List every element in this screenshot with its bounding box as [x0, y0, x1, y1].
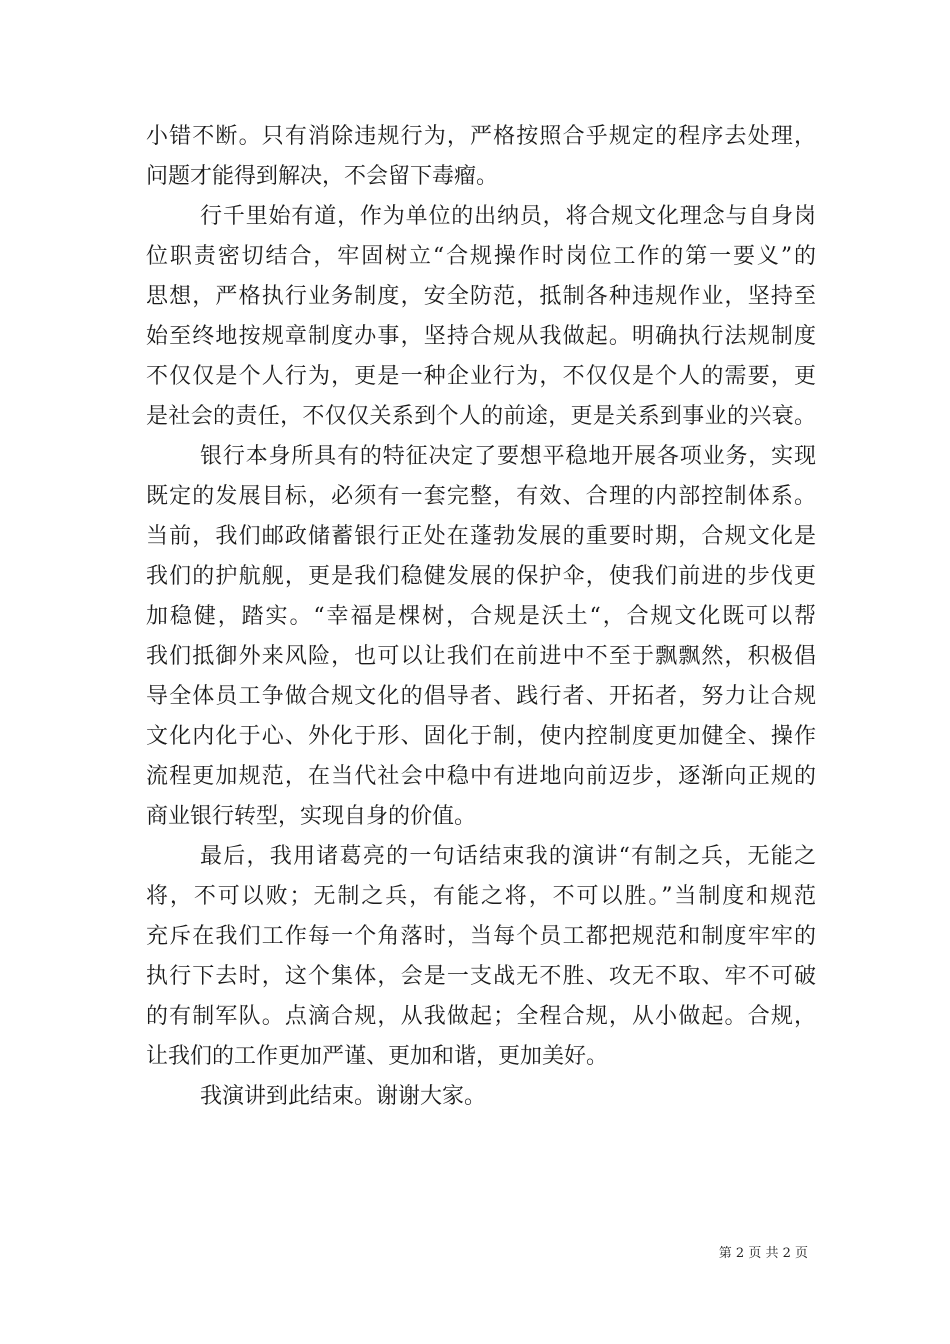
text-line: 文化内化于心、外化于形、固化于制，使内控制度更加健全、操作	[146, 724, 816, 749]
text-line: 我们的护航舰，更是我们稳健发展的保护伞，使我们前进的步伐更	[146, 564, 816, 589]
text-line: 我们抵御外来风险，也可以让我们在前进中不至于飘飘然，积极倡	[146, 644, 816, 669]
text-line: 银行本身所具有的特征决定了要想平稳地开展各项业务，实现	[200, 444, 816, 469]
text-line: 既定的发展目标，必须有一套完整，有效、合理的内部控制体系。	[146, 484, 816, 509]
text-line: 小错不断。只有消除违规行为，严格按照合乎规定的程序去处理，	[146, 124, 816, 149]
text-line: 充斥在我们工作每一个角落时，当每个员工都把规范和制度牢牢的	[146, 924, 816, 949]
text-line: 流程更加规范，在当代社会中稳中有进地向前迈步，逐渐向正规的	[146, 764, 816, 789]
text-line: 执行下去时，这个集体，会是一支战无不胜、攻无不取、牢不可破	[146, 964, 816, 989]
text-line: 将，不可以败；无制之兵，有能之将，不可以胜。”当制度和规范	[146, 884, 816, 909]
text-line: 思想，严格执行业务制度，安全防范，抵制各种违规作业，坚持至	[146, 284, 816, 309]
text-line: 加稳健，踏实。“幸福是棵树，合规是沃土“，合规文化既可以帮	[146, 604, 816, 629]
text-line: 问题才能得到解决，不会留下毒瘤。	[146, 164, 499, 189]
page-number-footer: 第 2 页 共 2 页	[718, 1246, 808, 1261]
text-line: 我演讲到此结束。谢谢大家。	[200, 1084, 487, 1109]
text-line: 当前，我们邮政储蓄银行正处在蓬勃发展的重要时期，合规文化是	[146, 524, 816, 549]
text-line: 导全体员工争做合规文化的倡导者、践行者、开拓者，努力让合规	[146, 684, 816, 709]
text-line: 是社会的责任，不仅仅关系到个人的前途，更是关系到事业的兴衰。	[146, 404, 816, 429]
text-line: 不仅仅是个人行为，更是一种企业行为，不仅仅是个人的需要，更	[146, 364, 816, 389]
text-line: 最后，我用诸葛亮的一句话结束我的演讲“有制之兵，无能之	[200, 844, 816, 869]
text-line: 商业银行转型，实现自身的价值。	[146, 804, 477, 829]
document-body	[146, 117, 816, 1117]
text-line: 的有制军队。点滴合规，从我做起；全程合规，从小做起。合规，	[146, 1004, 816, 1029]
text-line: 位职责密切结合，牢固树立“合规操作时岗位工作的第一要义”的	[146, 244, 816, 269]
text-line: 让我们的工作更加严谨、更加和谐，更加美好。	[146, 1044, 609, 1069]
text-line: 始至终地按规章制度办事，坚持合规从我做起。明确执行法规制度	[146, 324, 816, 349]
text-line: 行千里始有道，作为单位的出纳员，将合规文化理念与自身岗	[200, 204, 816, 229]
